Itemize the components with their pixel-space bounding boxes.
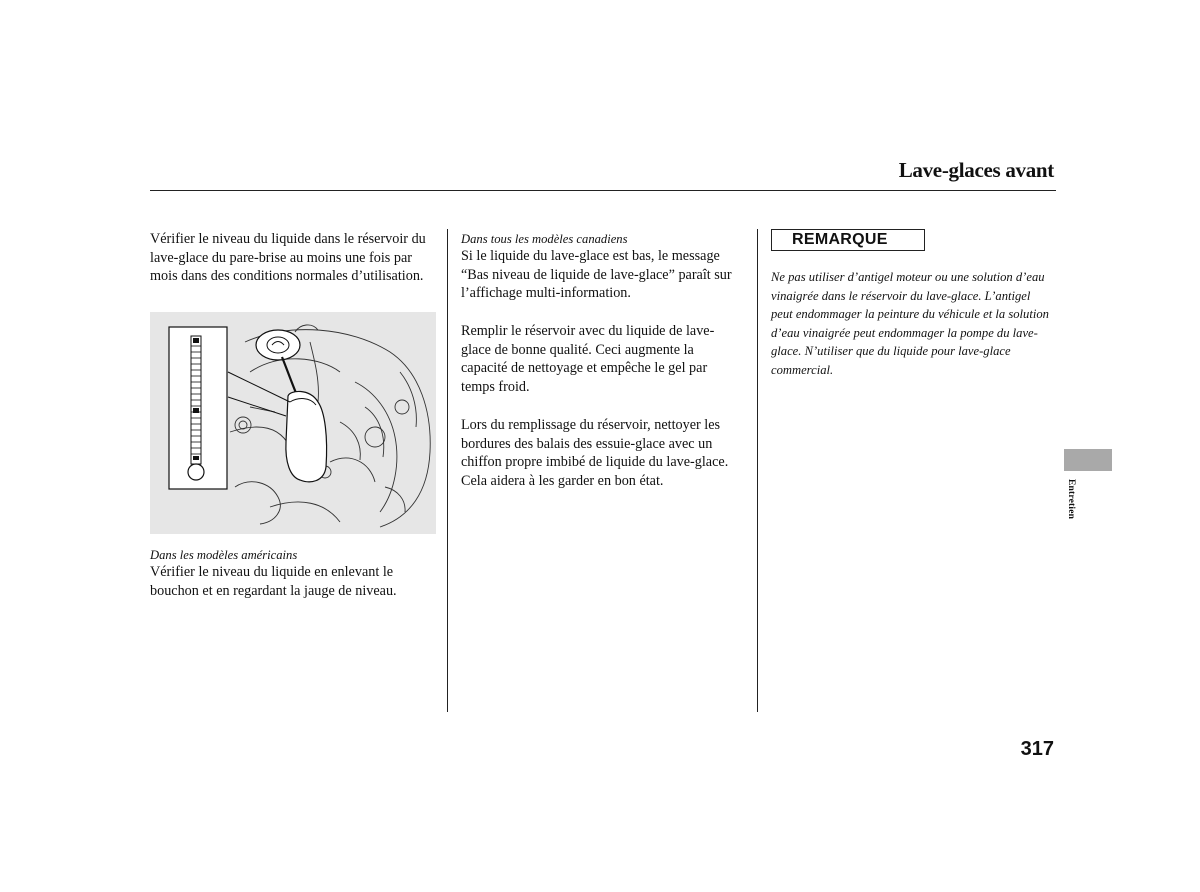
refill-paragraph: Remplir le réservoir avec du liquide de lave-glace de bonne qualité. Ceci augmente la capacité de nettoyage et empêche le gel par temps froid.: [461, 323, 715, 395]
section-tab: [1064, 449, 1112, 471]
low-fluid-paragraph: Si le liquide du lave-glace est bas, le message “Bas niveau de liquide de lave-glace” paraît sur l’affichage multi-information.: [461, 248, 732, 302]
wiper-cleaning-paragraph: Lors du remplissage du réservoir, nettoyer les bordures des balais des essuie-glace avec un chiffon propre imbibé de liquide du lave-glace. Cela aidera à les garder en bon état.: [461, 417, 729, 489]
page-number: 317: [1020, 738, 1054, 760]
canadian-models-block: [461, 231, 743, 303]
title-divider: [150, 190, 1056, 191]
remarque-note: Ne pas utiliser d’antigel moteur ou une solution d’eau vinaigrée dans le réservoir du lave-glace. L’antigel peut endommager la peinture du véhicule et la solution d’eau vinaigrée peut endommager la pompe du lave-glace. N’utiliser que du liquide pour lave-glace commercial.: [771, 270, 1049, 377]
washer-reservoir-illustration: [150, 312, 436, 534]
page-title: Lave-glaces avant: [898, 158, 1054, 182]
canadian-models-label: Dans tous les modèles canadiens: [461, 232, 628, 246]
column-divider-1: [447, 229, 448, 712]
remarque-heading: REMARQUE: [771, 229, 925, 251]
us-models-paragraph: Vérifier le niveau du liquide en enlevant le bouchon et en regardant la jauge de niveau.: [150, 564, 397, 599]
column-divider-2: [757, 229, 758, 712]
intro-paragraph: Vérifier le niveau du liquide dans le réservoir du lave-glace du pare-brise au moins une fois par mois dans des conditions normales d’utilisation.: [150, 231, 426, 285]
section-label: Entretien: [1066, 479, 1076, 520]
us-models-label: Dans les modèles américains: [150, 548, 298, 562]
us-models-block: [150, 547, 440, 600]
